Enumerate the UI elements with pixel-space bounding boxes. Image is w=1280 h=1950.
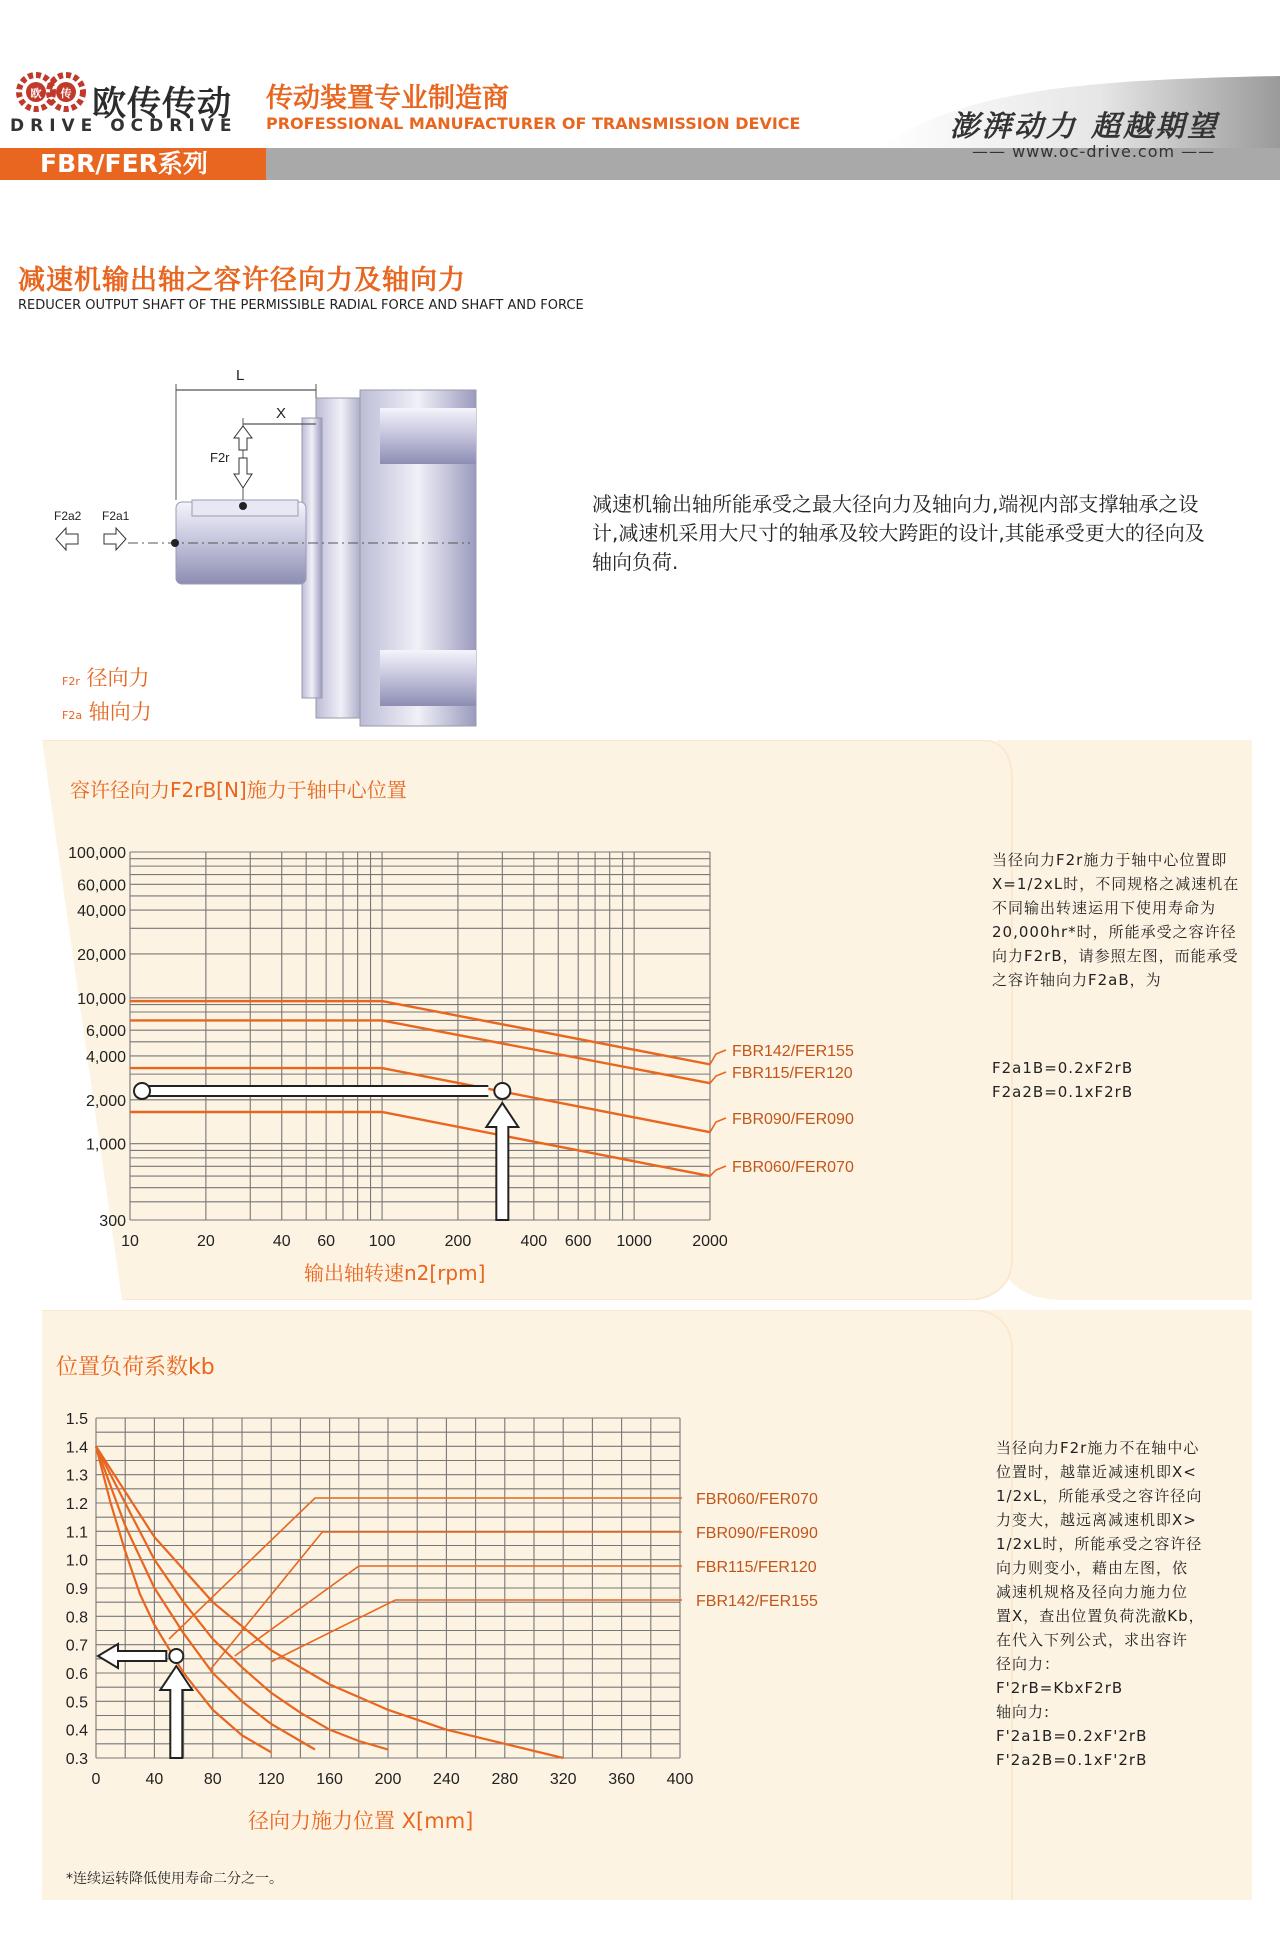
chart1-label-leader	[710, 1050, 726, 1064]
chart1-series-label: FBR115/FER120	[732, 1065, 853, 1082]
section-title: 减速机输出轴之容许径向力及轴向力	[18, 265, 466, 296]
chart2-note-line: 1/2xL，所能承受之容许径向	[996, 1487, 1203, 1505]
chart2-note-line: 力变大，越远离减速机即X>	[996, 1511, 1197, 1529]
chart2-note-line: 1/2xL时，所能承受之容许径	[996, 1535, 1203, 1553]
axial-force-point	[171, 539, 179, 547]
brand-name-cn: 欧传传动	[92, 84, 232, 124]
chart2-xtick: 80	[203, 1771, 222, 1788]
chart2-ytick: 1.4	[65, 1439, 88, 1457]
chart1-xtick: 10	[121, 1233, 139, 1250]
chart2-xtick: 0	[91, 1771, 101, 1788]
chart1-ytick: 1,000	[85, 1136, 126, 1154]
chart2-ytick: 0.7	[65, 1637, 88, 1655]
chart1-ytick: 2,000	[85, 1092, 126, 1110]
chart2-ytick: 1.1	[65, 1524, 88, 1542]
chart2-ytick: 1.0	[65, 1552, 88, 1570]
chart2-ytick: 1.2	[65, 1496, 88, 1513]
chart2-series-label: FBR142/FER155	[696, 1593, 818, 1610]
chart1-formula-2: F2a2B=0.1xF2rB	[992, 1083, 1134, 1101]
chart2-xtick: 240	[433, 1771, 460, 1788]
section-description: 减速机输出轴所能承受之最大径向力及轴向力,端视内部支撑轴承之设计,减速机采用大尺寸的轴承及较大跨距的设计,其能承受更大的径向及轴向负荷.	[592, 492, 1205, 574]
chart2-xtick: 120	[257, 1771, 285, 1788]
chart1-read-arrow-shaft	[148, 1086, 488, 1096]
chart2-xlabel: 径向力施力位置 X[mm]	[248, 1809, 474, 1833]
axial-arrow-left-icon	[56, 528, 78, 550]
legend-radial-symbol: F2r	[62, 675, 80, 688]
chart2-xtick: 360	[608, 1771, 635, 1788]
chart2-note-line: F'2a2B=0.1xF'2rB	[996, 1751, 1148, 1769]
chart1-xlabel: 输出轴转速n2[rpm]	[304, 1261, 486, 1285]
legend-radial	[62, 662, 150, 692]
chart2-label-leader	[169, 1498, 682, 1639]
chart2-note-line: 减速机规格及径向力施力位	[996, 1583, 1189, 1601]
slogan: 澎湃动力 超越期望	[950, 109, 1220, 143]
chart2-ytick: 1.3	[65, 1467, 88, 1485]
chart1-up-arrow-icon	[486, 1103, 518, 1220]
axial-force-1-label: F2a1	[102, 509, 130, 523]
chart1-ytick: 20,000	[77, 946, 126, 964]
radial-force-label: F2r	[210, 450, 230, 465]
legend-axial	[62, 696, 152, 726]
chart1-ytick: 60,000	[77, 877, 126, 895]
chart1-ytick: 10,000	[77, 990, 126, 1008]
chart2-series-label: FBR115/FER120	[696, 1559, 817, 1576]
legend-axial-text: 轴向力	[88, 700, 152, 724]
chart1-ytick: 4,000	[85, 1048, 126, 1066]
chart2-xtick: 160	[316, 1771, 343, 1788]
chart1-ytick: 300	[99, 1213, 126, 1230]
chart2-ytick: 0.6	[65, 1666, 88, 1683]
section-subtitle: REDUCER OUTPUT SHAFT OF THE PERMISSIBLE RADIAL FORCE AND SHAFT AND FORCE	[18, 298, 584, 313]
chart2-note-line: 在代入下列公式，求出容许	[996, 1631, 1189, 1649]
chart1-label-leader	[710, 1118, 726, 1132]
tagline-cn: 传动装置专业制造商	[266, 83, 509, 114]
chart2-xtick: 320	[549, 1771, 577, 1788]
chart1-xtick: 1000	[616, 1233, 652, 1250]
chart2-ytick: 0.8	[65, 1609, 88, 1627]
chart1-ytick: 100,000	[68, 845, 126, 862]
chart1-series-label: FBR090/FER090	[732, 1111, 854, 1128]
chart1-example-point	[494, 1083, 510, 1099]
chart2-xtick: 280	[491, 1771, 519, 1788]
dim-L-label: L	[236, 367, 245, 384]
axial-force-2-label: F2a2	[54, 509, 82, 523]
flange-plate	[316, 398, 366, 718]
chart1-title: 容许径向力F2rB[N]施力于轴中心位置	[70, 778, 407, 802]
chart2-ytick: 0.9	[65, 1581, 88, 1598]
chart2-note-line: 当径向力F2r施力不在轴中心	[996, 1439, 1200, 1457]
legend-axial-symbol: F2a	[62, 709, 83, 722]
chart2-ytick: 0.3	[65, 1751, 88, 1768]
chart2-ytick: 0.4	[65, 1722, 88, 1740]
radial-arrow-up-icon	[234, 426, 252, 450]
chart1-xtick: 60	[317, 1233, 336, 1250]
chart2-series-label: FBR090/FER090	[696, 1525, 818, 1542]
chart2-ytick: 1.5	[65, 1411, 88, 1428]
housing-bolt-top	[380, 408, 476, 464]
dim-X-label: X	[276, 405, 287, 422]
chart1-plot	[0, 820, 900, 1260]
chart1-note: 当径向力F2r施力于轴中心位置即X=1/2xL时，不同规格之减速机在不同输出转速运用下使用寿命为20,000hr*时，所能承受之容许径向力F2rB，请参照左图，而能承受之容许轴向力F2aB，为	[992, 851, 1240, 989]
housing-bolt-bottom	[380, 650, 476, 706]
chart2-note-line: 向力则变小，藉由左图，依	[996, 1559, 1189, 1577]
chart1-series-label: FBR060/FER070	[732, 1159, 854, 1176]
chart2-series-label: FBR060/FER070	[696, 1491, 818, 1508]
chart2-series-line	[96, 1446, 315, 1749]
chart1-xtick: 400	[520, 1233, 548, 1250]
brand-name-en: DRIVE OCDRIVE	[10, 116, 238, 136]
chart2-xtick: 40	[145, 1771, 164, 1788]
svg-text:传: 传	[60, 88, 72, 100]
chart2-label-leader	[235, 1566, 682, 1656]
svg-text:欧: 欧	[30, 88, 42, 100]
chart1-ytick: 40,000	[77, 903, 126, 921]
chart2-note-line: 轴向力:	[996, 1703, 1051, 1721]
chart1-ytick: 6,000	[85, 1023, 126, 1041]
chart2-read-arrow-icon	[98, 1644, 166, 1668]
radial-force-point	[239, 502, 247, 510]
chart2-note-line: F'2a1B=0.2xF'2rB	[996, 1727, 1148, 1745]
chart2-note-line: 位置时，越靠近减速机即X<	[996, 1463, 1197, 1481]
chart2-xtick: 200	[374, 1771, 402, 1788]
footnote: *连续运转降低使用寿命二分之一。	[66, 1871, 283, 1887]
chart1-xtick: 20	[196, 1233, 215, 1250]
chart2-note-line: 置X，查出位置负荷洗澈Kb，	[996, 1607, 1205, 1625]
chart2-title: 位置负荷系数kb	[56, 1355, 215, 1380]
legend-radial-text: 径向力	[86, 666, 150, 690]
axial-arrow-right-icon	[104, 528, 126, 550]
chart2-note-line: F'2rB=KbxF2rB	[996, 1679, 1124, 1697]
chart1-xtick: 2000	[692, 1233, 728, 1250]
chart2-plot	[0, 1400, 900, 1810]
tagline-en: PROFESSIONAL MANUFACTURER OF TRANSMISSION DEVICE	[266, 114, 801, 133]
series-tag: FBR/FER系列	[40, 149, 208, 178]
chart2-note-line: 径向力：	[996, 1655, 1061, 1673]
chart2-example-point	[169, 1649, 183, 1663]
chart2-ytick: 0.5	[65, 1694, 88, 1712]
radial-arrow-down-icon	[234, 458, 252, 488]
chart2-note	[996, 1436, 1246, 1772]
chart1-series-label: FBR142/FER155	[732, 1043, 854, 1060]
chart2-xtick: 400	[666, 1771, 694, 1788]
chart1-label-leader	[710, 1166, 726, 1176]
chart1-formula-1: F2a1B=0.2xF2rB	[992, 1059, 1134, 1077]
chart1-xtick: 40	[272, 1233, 291, 1250]
chart1-xtick: 600	[564, 1233, 592, 1250]
website-url: —— www.oc-drive.com ——	[972, 142, 1216, 161]
chart1-label-leader	[710, 1072, 726, 1083]
chart1-read-marker	[134, 1083, 150, 1099]
chart1-xtick: 200	[444, 1233, 472, 1250]
chart1-xtick: 100	[368, 1233, 396, 1250]
